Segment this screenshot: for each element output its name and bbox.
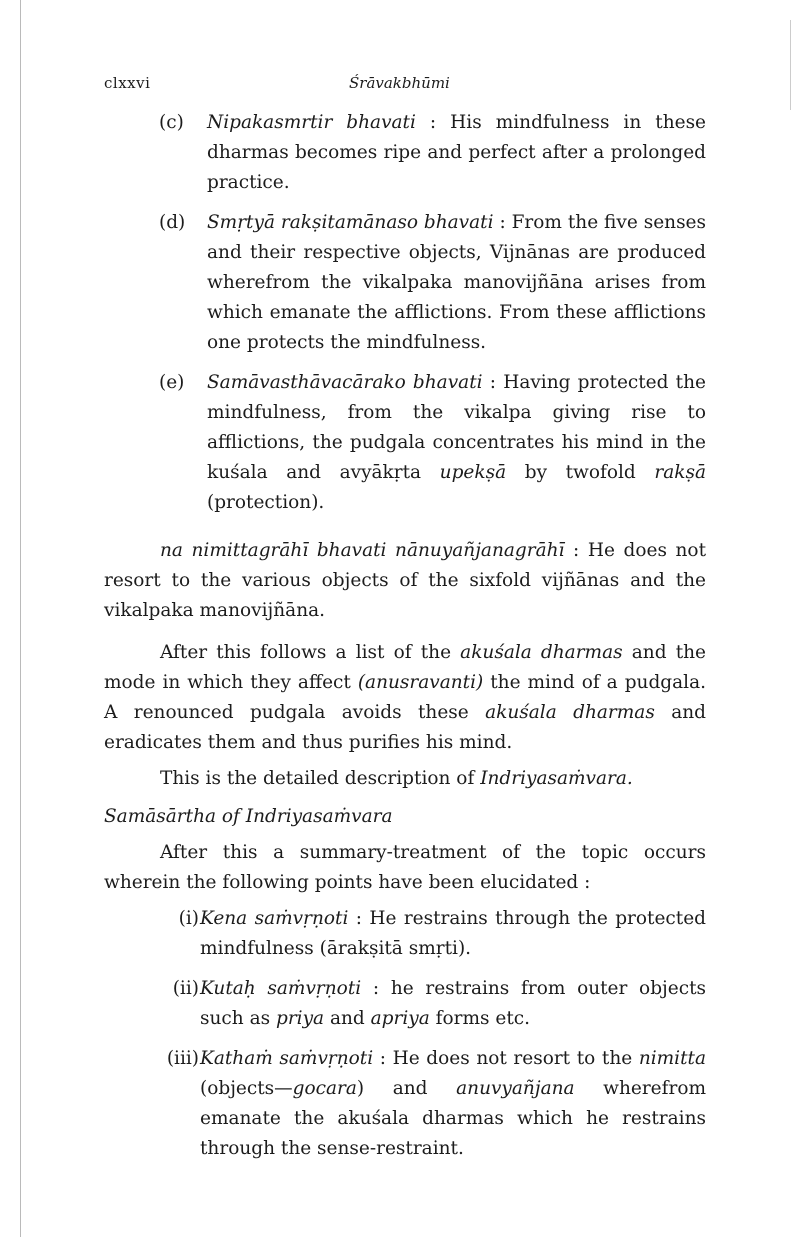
sanskrit-term: Kathaṁ saṁvṛṇoti [200,1048,374,1069]
page-header [104,74,706,96]
sanskrit-term: akuśala dharmas [485,702,655,723]
item-text: (protection). [207,492,325,513]
sanskrit-term: upekṣā [439,462,507,483]
paragraph-text: and the mode in which they affect [104,642,706,693]
sanskrit-term: apriya [370,1008,430,1029]
paragraph-akusala [104,638,706,758]
sanskrit-term: Smṛtyā rakṣitamānaso bhavati [207,212,494,233]
paragraph-text: This is the detailed description of [160,768,481,789]
list-marker: (ii) [172,978,199,999]
item-text: by twofold [506,462,655,483]
sanskrit-term: gocara [292,1078,357,1099]
item-text: : From the five senses and their respective objects, Vijnānas are produced wherefrom the vikalpaka manovijñāna arises from which emanate the afflictions. From these afflictions one protects the mindfulness. [207,212,707,353]
sanskrit-term: anuvyañjana [456,1078,575,1099]
paragraph-nimitta [104,536,706,626]
sanskrit-term: Samāvasthāvacārako bhavati [207,372,483,393]
item-text: forms etc. [429,1008,531,1029]
item-text: : He restrains through the protected mindfulness (ārakṣitā smṛti). [200,908,706,959]
sanskrit-term: Kena saṁvṛṇoti [200,908,349,929]
sanskrit-term: rakṣā [654,462,706,483]
sanskrit-term: Nipakasmrtir bhavati [207,112,416,133]
sanskrit-term: (anusravanti) [357,672,484,693]
paragraph-detailed [104,764,706,794]
list-marker: (e) [159,372,185,393]
heading-text: of [216,806,246,827]
list-marker: (iii) [166,1048,199,1069]
item-text: : His mindfulness in these dharmas becomes ripe and perfect after a prolonged practice. [207,112,707,193]
item-text: ) and [356,1078,457,1099]
list-marker: (i) [178,908,199,929]
list-marker: (d) [159,212,186,233]
section-heading [104,802,706,832]
sanskrit-term: akuśala dharmas [460,642,623,663]
paragraph-text: the mind of a pudgala. A renounced pudgala avoids these [104,672,706,723]
paragraph-text: : He does not resort to the various objects of the sixfold vijñānas and the vikalpaka manovijñāna. [104,540,707,621]
paragraph-summary [104,838,706,898]
list-item-i [104,904,706,964]
list-item-ii [104,974,706,1034]
item-text: : he restrains from outer objects such as [200,978,707,1029]
sanskrit-term: na nimittagrāhī bhavati nānuyañjanagrāhī [160,540,565,561]
item-text: : Having protected the mindfulness, from the vikalpa giving rise to afflictions, the pudgala concentrates his mind in the kuśala and avyākṛta [207,372,706,483]
sanskrit-term: Kutaḥ saṁvṛṇoti [200,978,362,999]
list-item-c [104,108,706,198]
list-marker: (c) [159,112,184,133]
page-number: clxxvi [104,74,151,92]
sanskrit-term: nimitta [638,1048,707,1069]
sanskrit-term: priya [275,1008,325,1029]
list-item-d [104,208,706,358]
paragraph-text: After this a summary-treatment of the topic occurs wherein the following points have been elucidated : [104,842,706,893]
scan-edge-right [790,20,791,110]
item-text: wherefrom emanate the akuśala dharmas which he restrains through the sense-restraint. [200,1078,707,1159]
item-text: and [324,1008,371,1029]
heading-text: Samāsārtha [104,806,217,827]
heading-text: Indriyasaṁvara [245,806,393,827]
page-body [104,108,706,1164]
list-item-e [104,368,706,518]
running-title: Śrāvakbhūmi [349,74,450,92]
sanskrit-term: Indriyasaṁvara. [480,768,633,789]
paragraph-text: After this follows a list of the [160,642,461,663]
list-item-iii [104,1044,706,1164]
paragraph-text: and eradicates them and thus purifies his mind. [104,702,706,753]
scan-edge-left [20,0,21,1237]
item-text: (objects— [200,1078,293,1099]
item-text: : He does not resort to the [373,1048,639,1069]
